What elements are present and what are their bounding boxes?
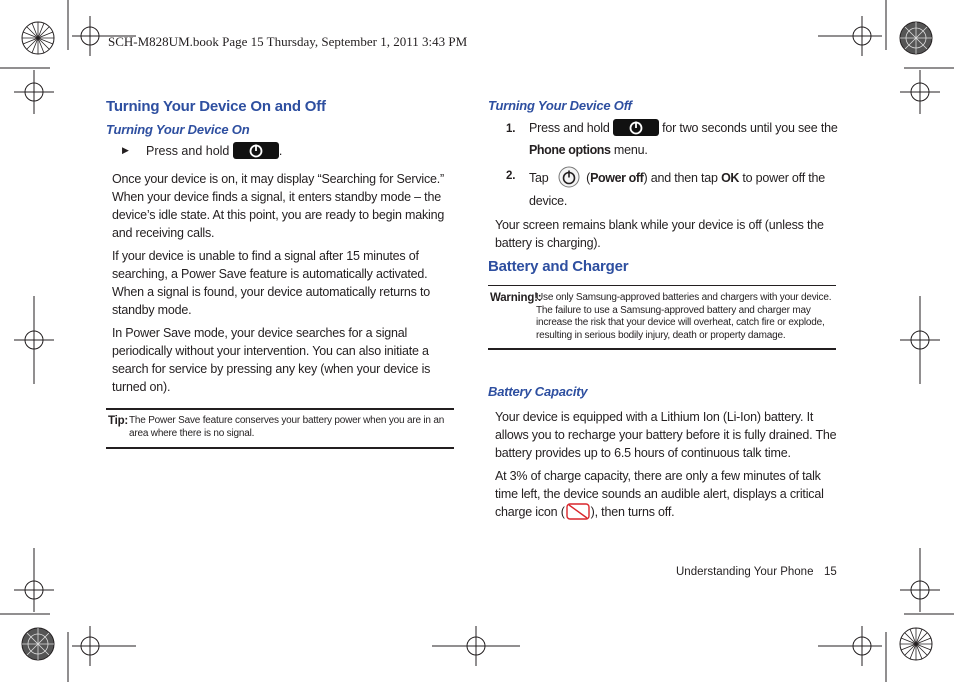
book-header: SCH-M828UM.book Page 15 Thursday, September 1, 2011 3:43 PM	[108, 34, 468, 49]
power-key-icon	[613, 119, 659, 136]
crosshair-left-bottom	[14, 548, 54, 612]
crosshair-bottom-left-inner	[72, 626, 136, 666]
step-1-number: 1.	[506, 123, 516, 135]
paragraph-power-save-mode: In Power Save mode, your device searches for a signal periodically without your intervention. You can also initiate a search for service by pressing any key (when your device is turned on).	[112, 326, 431, 394]
rosette-bottom-left	[22, 628, 54, 660]
step-2-number: 2.	[506, 170, 516, 182]
paragraph-li-ion: Your device is equipped with a Lithium Ion (Li-Ion) battery. It allows you to recharge your battery before it is fully drained. The battery provides up to 6.5 hours of continuous talk time.	[495, 410, 837, 460]
crosshair-right-bottom	[900, 548, 940, 612]
step-2-mid: ) and then tap	[643, 171, 718, 185]
power-off-label: Power off	[590, 171, 644, 185]
rosette-bottom-right	[900, 628, 932, 660]
subsection-title-on: Turning Your Device On	[106, 122, 250, 137]
paragraph-screen-blank: Your screen remains blank while your device is off (unless the battery is charging).	[495, 218, 824, 250]
step-2-tap: Tap	[529, 171, 549, 185]
power-off-icon	[558, 166, 580, 188]
crosshair-right-mid	[900, 296, 940, 384]
paragraph-searching: Once your device is on, it may display “Searching for Service.” When your device finds a signal, it enters standby mode – the device’s idle state. At this point, you are ready to begin making and receiving calls.	[112, 172, 445, 240]
subsection-title-off: Turning Your Device Off	[488, 98, 632, 113]
step-2-line-2: device.	[529, 194, 568, 208]
step-2-end: to power off the	[742, 171, 826, 185]
step-1-text-a: Press and hold	[529, 121, 610, 135]
bullet-press-hold	[106, 142, 454, 166]
ok-label: OK	[721, 171, 740, 185]
crosshair-left-top	[14, 70, 54, 114]
charge-text-b: ), then turns off.	[590, 505, 675, 519]
step-2-open: (	[586, 171, 591, 185]
tip-box	[106, 408, 454, 449]
bullet-text: Press and hold	[146, 144, 230, 158]
crosshair-top-left-inner	[72, 16, 136, 56]
section-title-battery: Battery and Charger	[488, 258, 629, 275]
crosshair-bottom-center	[432, 626, 520, 666]
paragraph-critical-charge	[495, 467, 829, 521]
bullet-marker: ▶	[122, 145, 129, 155]
paragraph-power-save: If your device is unable to find a signal after 15 minutes of searching, a Power Save feature is automatically activated. When a signal is found, your device automatically returns to standby mode.	[112, 249, 431, 317]
step-1	[488, 119, 836, 159]
left-body	[112, 170, 454, 396]
charge-text-a: At 3% of charge capacity, there are only a few minutes of talk time left, the device sounds an audible alert, displays a critical charge icon (	[495, 469, 824, 519]
left-column	[106, 98, 454, 449]
warning-box	[488, 285, 836, 350]
right-column	[488, 98, 836, 538]
warning-label: Warning!:	[490, 292, 542, 304]
footer-section: Understanding Your Phone	[676, 566, 814, 578]
step-1-text-c: menu.	[613, 143, 648, 157]
crosshair-right-top	[900, 70, 940, 114]
step-2	[488, 166, 836, 210]
subsection-title-capacity: Battery Capacity	[488, 384, 588, 399]
crosshair-bottom-right-inner	[818, 626, 882, 666]
step-1-text-b: for two seconds until you see the	[662, 121, 838, 135]
power-key-icon	[233, 142, 279, 159]
critical-battery-icon	[566, 503, 590, 520]
phone-options-label: Phone options	[529, 143, 611, 157]
warning-text: Use only Samsung-approved batteries and chargers with your device. The failure to use a Samsung-approved battery and charger may increase the risk that your device will overheat, catch fire or explode, resulting in serious bodily injury, death or property damage.	[536, 292, 832, 341]
tip-text: The Power Save feature conserves your battery power when you are in an area where there is no signal.	[129, 415, 445, 439]
crosshair-left-mid	[14, 296, 54, 384]
section-title-on-off: Turning Your Device On and Off	[106, 98, 326, 115]
rosette-top-right	[900, 22, 932, 54]
rosette-top-left	[22, 22, 54, 54]
page-number: 15	[824, 566, 837, 578]
crosshair-top-right-inner	[818, 16, 882, 56]
bullet-period: .	[278, 144, 283, 158]
tip-label: Tip:	[108, 415, 129, 427]
